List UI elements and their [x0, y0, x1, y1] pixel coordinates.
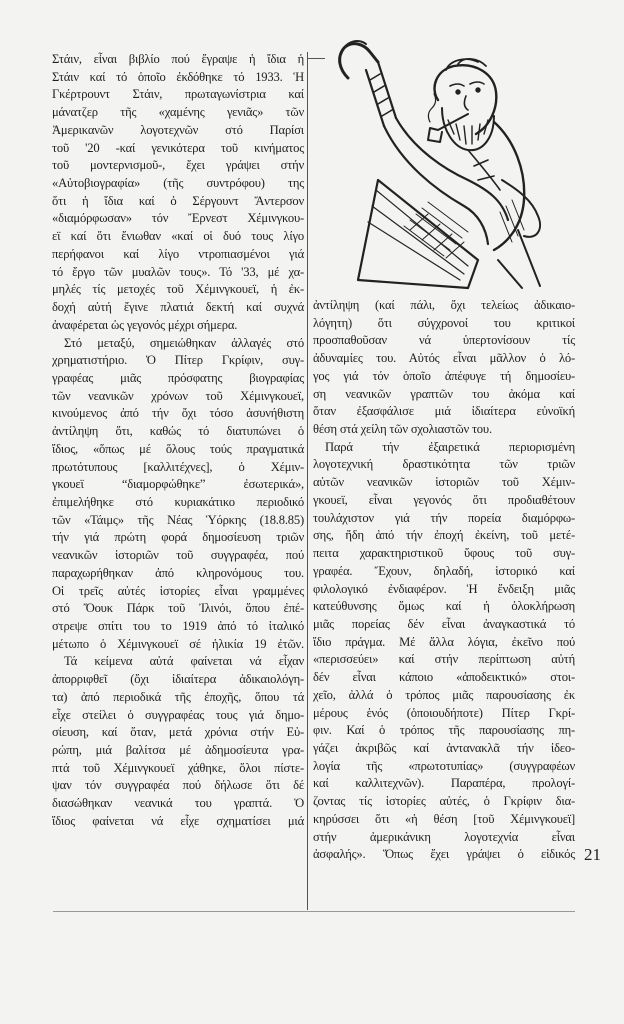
text-line: ζοντας τίς ἱστορίες αὐτές, ὁ Γκρίφιν δια-: [313, 794, 575, 809]
caricature-illustration: [318, 30, 578, 292]
text-line: ἴδιο πράγμα. Μέ ἄλλα λόγια, ἐκεῖνο πού: [313, 634, 575, 649]
text-line: λογία τῆς «πρωτοτυπίας» (συγγραφέων: [313, 758, 575, 773]
text-line: χρηματιστήριο. Ὁ Πίτερ Γκρίφιν, συγ-: [52, 353, 304, 368]
text-line: ρώπη, μιά βαλίτσα μέ ἀδημοσίευτα γρα-: [52, 743, 304, 758]
text-line: γος γιά τόν ὁποῖο ἀπέφυγε τή δημοσίευ-: [313, 368, 575, 383]
text-line: τοῦ μοντερνισμοῦ-, ἔχει γράψει στήν: [52, 158, 304, 173]
text-line: Οἱ τρεῖς αὐτές ἱστορίες εἶναι γραμμένες: [52, 583, 304, 598]
text-line: μέτωπο ὁ Χέμινγκουεϊ σέ ἡλικία 19 ἐτῶν.: [52, 636, 304, 651]
text-line: παραχωρήθηκαν ἀπό κληρονόμους του.: [52, 565, 304, 580]
text-line: τοῦ '20 -καί γενικότερα τοῦ κινήματος: [52, 140, 304, 155]
text-line: χεῖο, ἀλλά ὁ τρόπος μιᾶς παρουσίασης ἐκ: [313, 687, 575, 702]
text-line: περήφανοι καί λίγο ντροπιασμένοι γιά: [52, 246, 304, 261]
text-line: Στό μεταξύ, σημειώθηκαν ἀλλαγές στό: [64, 335, 304, 350]
text-line: νεανικῶν ἱστοριῶν τοῦ συγγραφέα, πού: [52, 548, 304, 563]
text-line: εἶχε στείλει ὁ συγγραφέας τους γιά δημο-: [52, 707, 304, 722]
left-column: [52, 51, 304, 831]
text-line: στρεψε σπίτι του το 1919 ἀπό τό ἰταλικό: [52, 619, 304, 633]
text-line: κηρύσσει ὅτι «ἡ θέση [τοῦ Χέμινγκουεϊ]: [313, 811, 575, 826]
text-line: ὅτι ἡ ἴδια καί ὁ Σέργουντ Ἄντερσον: [52, 193, 304, 208]
text-line: πτά τοῦ Χέμινγκουεϊ χάθηκε, ὅλοι πίστε-: [52, 760, 304, 775]
text-line: ἴδιος φαίνεται νά εἶχε σχηματίσει μιά: [52, 813, 304, 828]
text-line: Γκέρτρουντ Στάιν, πρωταγωνίστρια καί: [52, 87, 304, 102]
text-line: δέν εἶναι κάποιο «ἀποδεικτικό» στοι-: [313, 670, 575, 685]
text-line: γκουεϊ “διαμορφώθηκε” ἐσωτερικά»,: [52, 477, 304, 492]
text-line: στό Ὄουκ Πάρκ τοῦ Ἰλινόι, ὅπου ἐπέ-: [52, 601, 304, 616]
text-line: Ἀμερικανῶν λογοτεχνῶν στό Παρίσι: [52, 122, 304, 137]
text-line: μάνατζερ τῆς «χαμένης γενιᾶς» τῶν: [52, 105, 304, 120]
text-line: πειτα χαρακτηριστικοῦ ὕφους τοῦ συγ-: [313, 546, 575, 561]
text-line: δοχή αὐτή ἔγινε πλατιά δεκτή καί συχνά: [52, 300, 304, 315]
text-line: ἀδυναμίες του. Αὐτός εἶναι μᾶλλον ὁ λό-: [313, 351, 575, 366]
text-line: «Αὐτοβιογραφία» (τῆς συντρόφου) της: [52, 176, 304, 191]
text-line: «διαμόρφωσαν» τόν Ἔρνεστ Χέμινγκου-: [52, 211, 304, 226]
text-line: ἀντίληψη ὅτι, καθώς τό διατυπώνει ὁ: [52, 424, 304, 439]
text-line: τῶν «Τάιμς» τῆς Νέας Ὑόρκης (18.8.85): [52, 512, 304, 527]
text-line: γάζει ἀκριβῶς καί ἀντανακλᾶ τήν ἰδεο-: [313, 740, 575, 755]
text-line: μιᾶς πορείας δέν εἶναι ἀναγκαστικά τό: [313, 616, 575, 631]
text-line: ἐπιμελήθηκε στό κυριακάτικο περιοδικό: [52, 494, 304, 509]
text-line: πρωτότυπους [καλλιτέχνες], ὁ Χέμιν-: [52, 459, 304, 474]
text-line: γραφέας μιᾶς πρόσφατης βιογραφίας: [52, 370, 304, 385]
text-line: γραφέα. Ἔχουν, δηλαδή, ἱστορικό καί: [313, 563, 575, 578]
text-line: μηλές τίς μετοχές τοῦ Χέμινγκουεϊ, ἡ ἐκ-: [52, 282, 304, 297]
text-line: φιν. Καί ὁ τρόπος τῆς παρουσίασης πη-: [313, 723, 575, 738]
text-line: γκουεϊ, εἶναι γεγονός ὅτι προδιαθέτουν: [313, 492, 575, 507]
text-line: λογοτεχνική δραστικότητα τῶν τριῶν: [313, 457, 575, 472]
text-line: ὅταν ἐξασφάλισε μιά ἰδιαίτερα εὐνοϊκή: [313, 404, 575, 419]
text-line: αὐτῶν νεανικῶν ἱστοριῶν τοῦ Χέμιν-: [313, 475, 575, 490]
text-line: μέρους ἑνός (ὁποιουδήποτε) Πίτερ Γκρί-: [313, 705, 575, 720]
text-line: ση νεανικῶν γραπτῶν του ἀκόμα καί: [313, 386, 575, 401]
text-line: στήν ἀμερικάνικη λογοτεχνία εἶναι: [313, 829, 575, 844]
page-number: 21: [584, 845, 601, 864]
text-line: τα) ἀπό περιοδικά τῆς ἐποχῆς, ὅπου τά: [52, 689, 304, 704]
text-line: κινούμενος ἀπό τήν ὄχι τόσο ἀσυνήθιστη: [52, 406, 304, 421]
column-divider: [307, 52, 308, 910]
text-line: Τά κείμενα αὐτά φαίνεται νά εἶχαν: [64, 654, 304, 669]
right-column: [313, 297, 575, 864]
text-line: κατεύθυνσης ὅμως καί ἡ ὁλοκλήρωση: [313, 599, 575, 614]
text-line: σίευση, καί ὅταν, μετά χρόνια στήν Εὐ-: [52, 725, 304, 740]
text-line: προσπαθοῦσαν νά ὑπερτονίσουν τίς: [313, 333, 575, 348]
text-line: τό ἔργο τῶν μυαλῶν τους». Τό '33, μέ χα-: [52, 264, 304, 279]
bottom-rule: [53, 911, 575, 912]
text-line: Στάιν, εἶναι βιβλίο πού ἔγραψε ἡ ἴδια ἡ: [52, 52, 304, 66]
text-line: τουλάχιστον γιά τήν πορεία διαμόρφω-: [313, 510, 575, 525]
text-line: σης, ἤδη ἀπό τήν ἐποχή ἐκείνη, τοῦ μετέ-: [313, 528, 575, 543]
text-line: ἀπορριφθεῖ (ὄχι ἰδιαίτερα ἀδικαιολόγη-: [52, 672, 304, 687]
text-line: ἀσφαλής». Ὅπως ἔχει γράψει ὁ εἰδικός: [313, 847, 575, 862]
text-line: Στάιν καί τό ὁποῖο ἐκδόθηκε τό 1933. Ἡ: [52, 69, 304, 84]
text-line: διασώθηκαν νεανικά του γραπτά. Ὁ: [52, 796, 304, 811]
text-line: εϊ καί ὅτι ἔνιωθαν «καί οἱ δυό τους λίγο: [52, 229, 304, 244]
text-line: Παρά τήν ἐξαιρετικά περιορισμένη: [325, 439, 575, 454]
text-line: ψαν τόν συγγραφέα πού δήλωσε ὅτι δέ: [52, 778, 304, 793]
text-line: φιλολογικό ἐνδιαφέρον. Ἡ ἔνδειξη μιᾶς: [313, 581, 575, 596]
text-line: ἀναφέρεται ὡς γεγονός μέχρι σήμερα.: [52, 317, 238, 332]
text-line: «περισσεύει» καί στήν περίπτωση αὐτή: [313, 652, 575, 667]
top-rule: [307, 58, 325, 59]
text-line: ἴδιος, «ὅπως μέ ὅλους τούς πραγματικά: [52, 441, 304, 456]
text-line: λόγητη) ὅτι σύγχρονοί του κριτικοί: [313, 315, 575, 330]
text-line: ἀντίληψη (καί πάλι, ὄχι τελείως ἀδικαιο-: [313, 298, 575, 312]
text-line: θέση στά χείλη τῶν σχολιαστῶν του.: [313, 422, 492, 437]
text-line: τῶν νεανικῶν χρόνων τοῦ Χέμινγκουεϊ,: [52, 388, 304, 403]
text-line: τήν γιά πρώτη φορά δημοσίευση τριῶν: [52, 530, 304, 545]
text-line: καί καλλιτεχνῶν). Παραπέρα, προλογί-: [313, 776, 575, 791]
